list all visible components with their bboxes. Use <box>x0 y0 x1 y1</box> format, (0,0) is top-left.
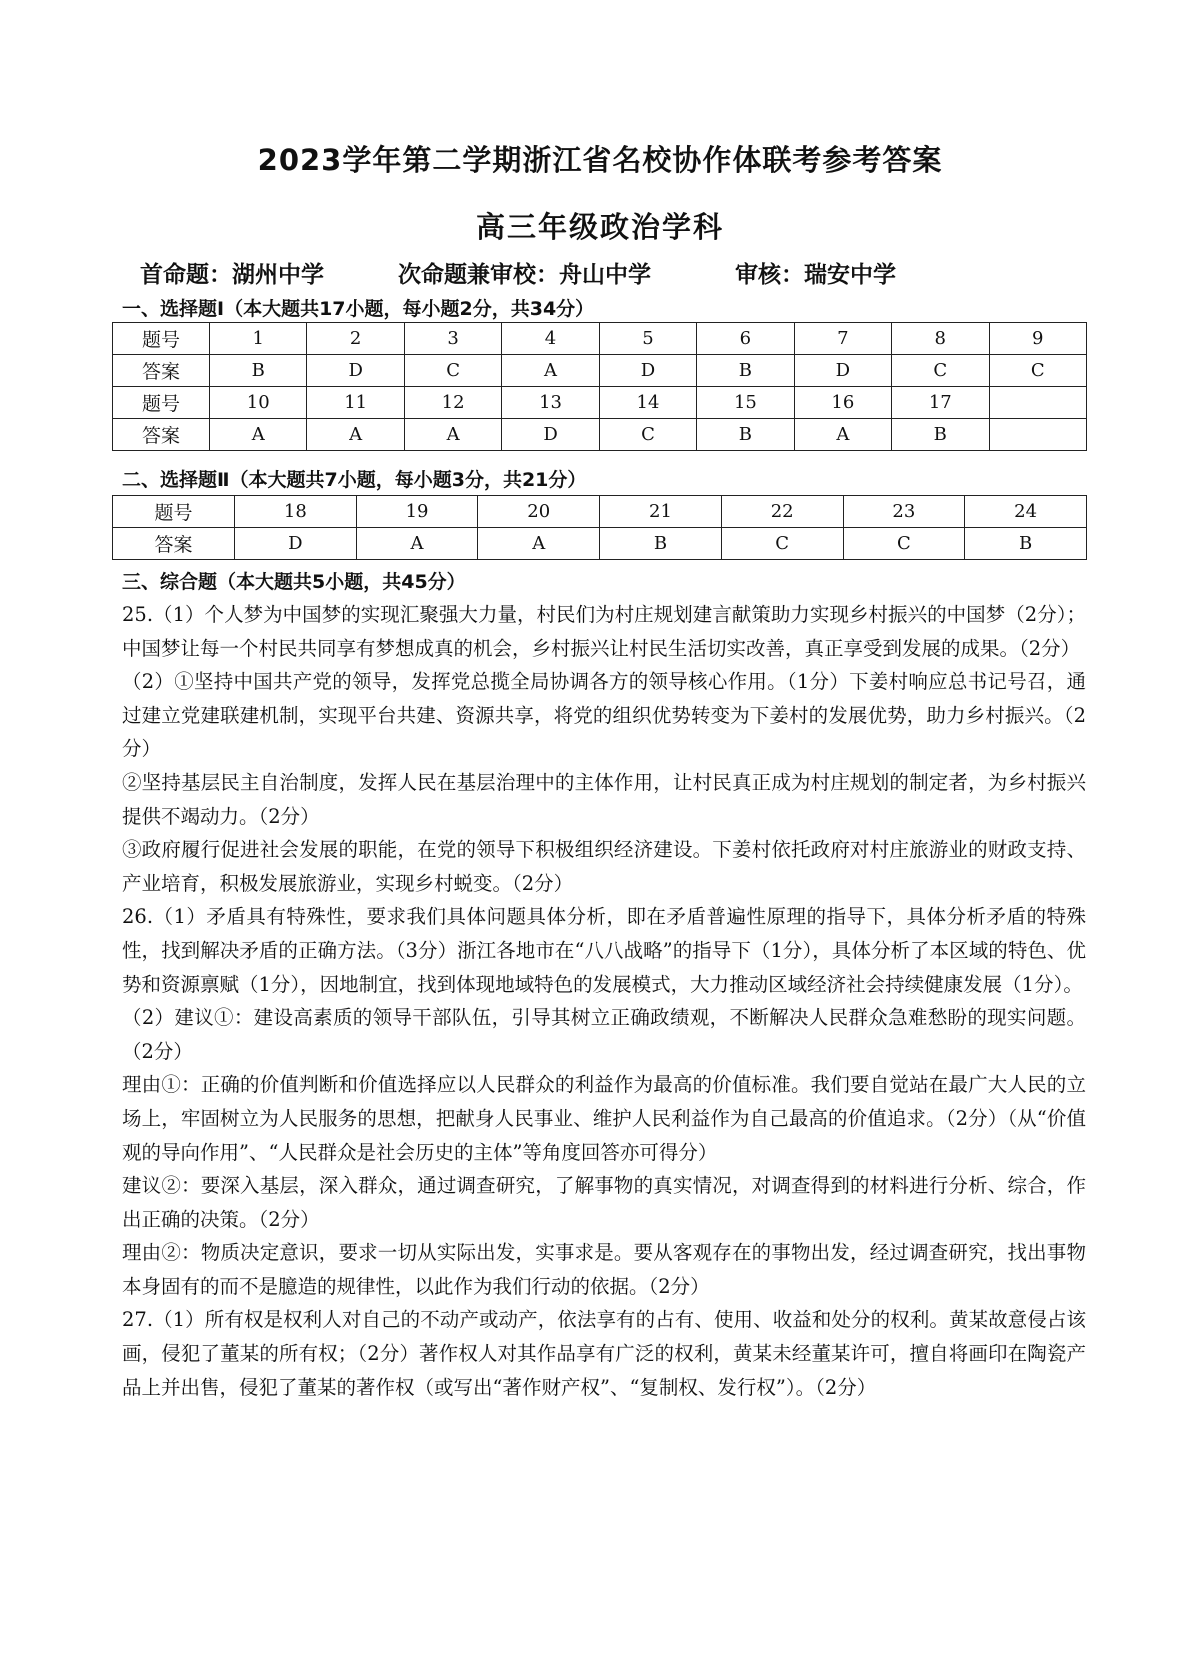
question-number-cell: 23 <box>843 496 965 528</box>
question-number-cell: 9 <box>989 323 1087 355</box>
answer-cell: C <box>843 528 965 560</box>
section1-heading: 一、选择题Ⅰ（本大题共17小题，每小题2分，共34分） <box>122 298 595 320</box>
answer-cell: B <box>892 419 989 451</box>
answer-row <box>113 419 1087 451</box>
row-label-answer: 答案 <box>113 419 210 451</box>
answer-cell: C <box>989 355 1087 387</box>
row-label-question: 题号 <box>113 323 210 355</box>
question-number-row <box>113 496 1087 528</box>
answer-paragraph: （2）建议①：建设高素质的领导干部队伍，引导其树立正确政绩观，不断解决人民群众急难愁盼的现实问题。（2分） <box>122 1006 1086 1063</box>
answer-cell: A <box>356 528 478 560</box>
section3-heading: 三、综合题（本大题共5小题，共45分） <box>122 571 466 593</box>
answer-cell: D <box>599 355 696 387</box>
answer-paragraph: 26.（1）矛盾具有特殊性，要求我们具体问题具体分析，即在矛盾普遍性原理的指导下，具体分析矛盾的特殊性，找到解决矛盾的正确方法。（3分）浙江各地市在“八八战略”的指导下（1分），具体分析了本区域的特色、优势和资源禀赋（1分），因地制宜，找到体现地域特色的发展模式，大力推动区域经济社会持续健康发展（1分）。 <box>122 905 1086 996</box>
question-number-cell: 18 <box>235 496 357 528</box>
row-label-question: 题号 <box>113 496 235 528</box>
answer-cell: A <box>478 528 600 560</box>
answer-cell: D <box>794 355 891 387</box>
question-number-cell: 22 <box>721 496 843 528</box>
question-number-cell: 21 <box>600 496 722 528</box>
answer-paragraph: 25.（1）个人梦为中国梦的实现汇聚强大力量，村民们为村庄规划建言献策助力实现乡村振兴的中国梦（2分）；中国梦让每一个村民共同享有梦想成真的机会，乡村振兴让村民生活切实改善，真正享受到发展的成果。（2分） <box>122 603 1086 660</box>
answer-cell: C <box>892 355 989 387</box>
question-number-cell: 2 <box>307 323 404 355</box>
question-number-cell: 24 <box>965 496 1087 528</box>
question-number-cell: 12 <box>404 387 501 419</box>
answer-paragraph: 建议②：要深入基层，深入群众，通过调查研究，了解事物的真实情况，对调查得到的材料进行分析、综合，作出正确的决策。（2分） <box>122 1174 1086 1231</box>
question-number-cell: 3 <box>404 323 501 355</box>
question-number-cell: 19 <box>356 496 478 528</box>
answer-cell: A <box>404 419 501 451</box>
question-number-cell: 14 <box>599 387 696 419</box>
answer-cell <box>989 419 1087 451</box>
question-number-cell: 10 <box>210 387 307 419</box>
row-label-answer: 答案 <box>113 528 235 560</box>
question-number-cell: 17 <box>892 387 989 419</box>
question-number-cell: 8 <box>892 323 989 355</box>
credits-line <box>140 256 896 289</box>
document-subtitle: 高三年级政治学科 <box>475 210 724 244</box>
answer-cell: D <box>307 355 404 387</box>
question-number-cell: 20 <box>478 496 600 528</box>
question-number-cell: 13 <box>502 387 599 419</box>
answer-cell: C <box>404 355 501 387</box>
answer-cell: A <box>307 419 404 451</box>
question-number-cell: 6 <box>697 323 794 355</box>
answer-cell: D <box>502 419 599 451</box>
credit-second-setter: 次命题兼审校：舟山中学 <box>398 262 651 288</box>
answer-cell: A <box>502 355 599 387</box>
answer-paragraph: 理由②：物质决定意识，要求一切从实际出发，实事求是。要从客观存在的事物出发，经过调查研究，找出事物本身固有的而不是臆造的规律性，以此作为我们行动的依据。（2分） <box>122 1241 1086 1298</box>
question-number-cell: 1 <box>210 323 307 355</box>
comprehensive-answers <box>122 598 1086 1404</box>
question-number-row <box>113 387 1087 419</box>
question-number-cell <box>989 387 1087 419</box>
question-number-cell: 11 <box>307 387 404 419</box>
answer-cell: B <box>210 355 307 387</box>
answer-paragraph: ②坚持基层民主自治制度，发挥人民在基层治理中的主体作用，让村民真正成为村庄规划的制定者，为乡村振兴提供不竭动力。（2分） <box>122 770 1086 828</box>
answer-cell: C <box>721 528 843 560</box>
row-label-question: 题号 <box>113 387 210 419</box>
document-title: 2023学年第二学期浙江省名校协作体联考参考答案 <box>257 143 943 177</box>
question-number-row <box>113 323 1087 355</box>
choice-table-1 <box>112 322 1087 451</box>
answer-cell: C <box>599 419 696 451</box>
credit-reviewer: 审核：瑞安中学 <box>735 262 896 288</box>
answer-cell: B <box>965 528 1087 560</box>
answer-paragraph: 理由①：正确的价值判断和价值选择应以人民群众的利益作为最高的价值标准。我们要自觉站在最广大人民的立场上，牢固树立为人民服务的思想，把献身人民事业、维护人民利益作为自己最高的价值追求。（2分）（从“价值观的导向作用”、“人民群众是社会历史的主体”等角度回答亦可得分） <box>122 1073 1086 1164</box>
answer-cell: B <box>697 355 794 387</box>
answer-cell: B <box>600 528 722 560</box>
choice-table-2 <box>112 495 1087 560</box>
answer-paragraph: （2）①坚持中国共产党的领导，发挥党总揽全局协调各方的领导核心作用。（1分）下姜村响应总书记号召，通过建立党建联建机制，实现平台共建、资源共享，将党的组织优势转变为下姜村的发展优势，助力乡村振兴。（2分） <box>122 670 1086 761</box>
question-number-cell: 4 <box>502 323 599 355</box>
question-number-cell: 5 <box>599 323 696 355</box>
answer-row <box>113 528 1087 560</box>
answer-cell: B <box>697 419 794 451</box>
answer-cell: A <box>210 419 307 451</box>
answer-row <box>113 355 1087 387</box>
credit-first-setter: 首命题：湖州中学 <box>140 262 324 288</box>
question-number-cell: 16 <box>794 387 891 419</box>
row-label-answer: 答案 <box>113 355 210 387</box>
answer-paragraph: 27.（1）所有权是权利人对自己的不动产或动产，依法享有的占有、使用、收益和处分的权利。黄某故意侵占该画，侵犯了董某的所有权；（2分）著作权人对其作品享有广泛的权利，黄某未经董某许可，擅自将画印在陶瓷产品上并出售，侵犯了董某的著作权（或写出“著作财产权”、“复制权、发行权”）。（2分） <box>122 1308 1086 1399</box>
answer-cell: A <box>794 419 891 451</box>
section2-heading: 二、选择题Ⅱ（本大题共7小题，每小题3分，共21分） <box>122 469 587 491</box>
answer-cell: D <box>235 528 357 560</box>
question-number-cell: 7 <box>794 323 891 355</box>
answer-paragraph: ③政府履行促进社会发展的职能，在党的领导下积极组织经济建设。下姜村依托政府对村庄旅游业的财政支持、产业培育，积极发展旅游业，实现乡村蜕变。（2分） <box>122 838 1086 895</box>
question-number-cell: 15 <box>697 387 794 419</box>
